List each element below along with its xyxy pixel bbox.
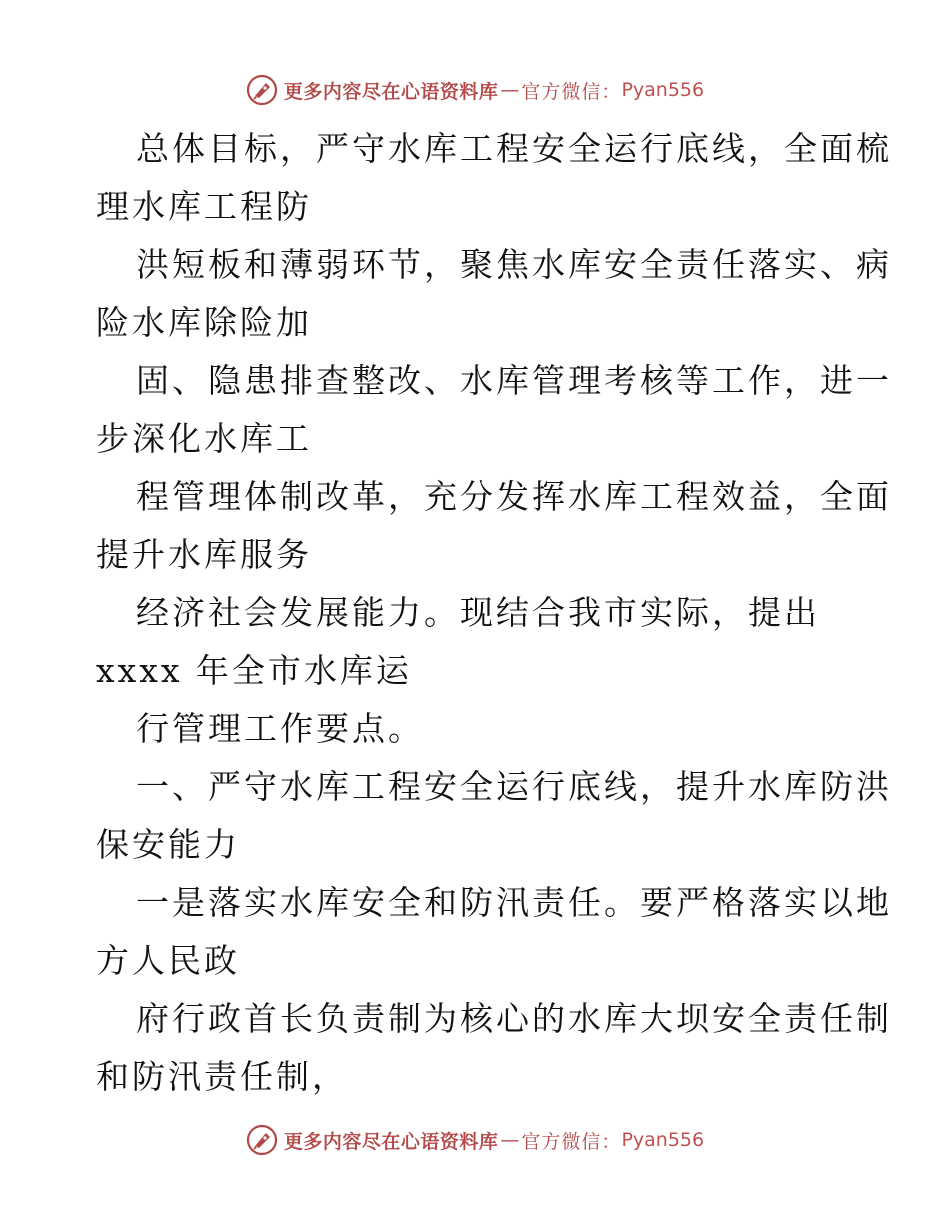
body-line: 行管理工作要点。 bbox=[136, 709, 424, 748]
body-line: 程管理体制改革，充分发挥水库工程效益，全面 bbox=[136, 477, 892, 516]
body-line: 提升水库服务 bbox=[96, 535, 312, 574]
header-watermark bbox=[0, 70, 950, 110]
body-line: 府行政首长负责制为核心的水库大坝安全责任制 bbox=[136, 999, 892, 1038]
section-heading: 一、严守水库工程安全运行底线，提升水库防洪 bbox=[136, 767, 892, 806]
body-line: 总体目标，严守水库工程安全运行底线，全面梳 bbox=[136, 129, 892, 168]
watermark-title: 更多内容尽在心语资料库 bbox=[283, 1130, 499, 1153]
watermark-title: 更多内容尽在心语资料库 bbox=[283, 80, 499, 103]
body-line: 步深化水库工 bbox=[96, 419, 312, 458]
body-line: 固、隐患排查整改、水库管理考核等工作，进一 bbox=[136, 361, 892, 400]
watermark-handle: Pyan556 bbox=[621, 1129, 705, 1151]
watermark-label: 官方微信： bbox=[521, 80, 622, 103]
watermark-label: 官方微信： bbox=[521, 1130, 622, 1153]
pen-nib-logo-icon bbox=[246, 74, 278, 106]
section-heading: 保安能力 bbox=[96, 825, 240, 864]
body-line: 险水库除险加 bbox=[96, 303, 312, 342]
pen-nib-logo-icon bbox=[246, 1124, 278, 1156]
body-line: 洪短板和薄弱环节，聚焦水库安全责任落实、病 bbox=[136, 245, 892, 284]
body-line: 理水库工程防 bbox=[96, 187, 312, 226]
watermark-handle: Pyan556 bbox=[621, 79, 705, 101]
footer-watermark bbox=[0, 1120, 950, 1160]
body-line: 经济社会发展能力。现结合我市实际，提出 bbox=[136, 593, 820, 632]
watermark-separator: — bbox=[500, 79, 520, 101]
body-line: xxxx 年全市水库运 bbox=[96, 651, 412, 690]
body-line: 和防汛责任制， bbox=[96, 1057, 348, 1096]
body-line: 一是落实水库安全和防汛责任。要严格落实以地 bbox=[136, 883, 892, 922]
document-body bbox=[96, 120, 896, 1106]
body-line: 方人民政 bbox=[96, 941, 240, 980]
watermark-separator: — bbox=[500, 1129, 520, 1151]
